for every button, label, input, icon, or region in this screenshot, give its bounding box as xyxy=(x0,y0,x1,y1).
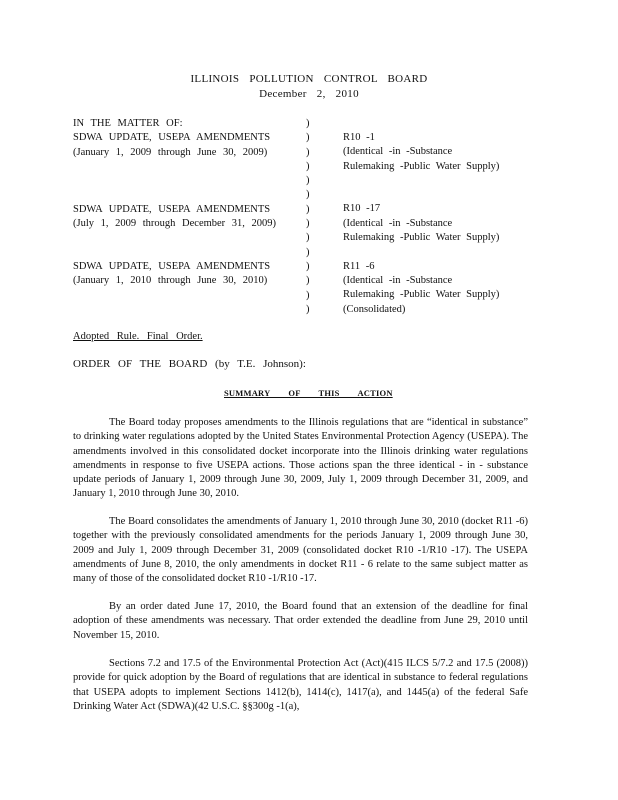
docket-1-desc2: Rulemaking -Public Water Supply) xyxy=(343,160,500,172)
docket-3-period: (January 1, 2010 through June 30, 2010) xyxy=(73,275,268,287)
paren: ) xyxy=(306,260,310,272)
docket-2-period: (July 1, 2009 through December 31, 2009) xyxy=(73,218,277,230)
paren: ) xyxy=(306,175,310,187)
order-of-board: ORDER OF THE BOARD (by T.E. Johnson): xyxy=(73,358,306,370)
paragraph: The Board consolidates the amendments of January 1, 2010 through June 30, 2010 (docket R11 -6) together with the previously consolidated amendments for the periods January 1, 2009 through June 30, 2009 and July 1, 2009 through December 31, 2009 (consolidated docket R10 -1/R10 -17). The USEPA amendments of June 8, 2010, the only amendments in docket R11 - 6 relate to the same subject matter as many of those of the consolidated docket R10 -1/R10 -17. xyxy=(73,516,528,585)
paragraph: Sections 7.2 and 17.5 of the Environmental Protection Act (Act)(415 ILCS 5/7.2 and 17.5 (2008)) provide for quick adoption by the Board of regulations that are identical in substance to federal regulations that USEPA adopts to implement Sections 1412(b), 1414(c), 1417(a), and 1445(a) of the federal Safe Drinking Water Act (SDWA)(42 U.S.C. §§300g -1(a), xyxy=(73,658,528,712)
board-name: ILLINOIS POLLUTION CONTROL BOARD xyxy=(190,73,428,85)
docket-1-title: SDWA UPDATE, USEPA AMENDMENTS xyxy=(73,132,271,144)
paragraph: The Board today proposes amendments to the Illinois regulations that are “identical in substance” to drinking water regulations adopted by the United States Environmental Protection Agency (USEPA). The amendments involved in this consolidated docket incorporate into the Illinois drinking water regulations amendments in response to five USEPA actions. Those actions span the three identical - in - substance update periods of January 1, 2009 through June 30, 2009, July 1, 2009 through December 31, 2009, and January 1, 2010 through June 30, 2010. xyxy=(73,417,528,500)
caption-right xyxy=(343,131,563,317)
order-date: December 2, 2010 xyxy=(259,88,359,100)
paragraph: By an order dated June 17, 2010, the Board found that an extension of the deadline for final adoption of these amendments was necessary. That order extended the deadline from June 29, 2010 until November 15, 2010. xyxy=(73,601,528,641)
caption-parens xyxy=(306,117,318,317)
in-the-matter: IN THE MATTER OF: xyxy=(73,118,183,129)
docket-3-desc2: Rulemaking -Public Water Supply) xyxy=(343,289,500,301)
adopted-rule-suffix: . xyxy=(199,331,203,342)
paren: ) xyxy=(306,289,310,301)
paren: ) xyxy=(306,189,310,201)
docket-2-desc1: (Identical -in -Substance xyxy=(343,217,453,229)
docket-3-desc1: (Identical -in -Substance xyxy=(343,274,453,286)
adopted-rule-label: Adopted Rule. Final Order xyxy=(73,331,200,342)
docket-1-period: (January 1, 2009 through June 30, 2009) xyxy=(73,146,268,158)
paren: ) xyxy=(306,218,310,230)
docket-2-number: R10 -17 xyxy=(343,203,381,215)
docket-3-desc3: (Consolidated) xyxy=(343,303,406,315)
caption-left xyxy=(73,117,313,289)
docket-3-number: R11 -6 xyxy=(343,260,375,272)
paren: ) xyxy=(306,160,310,172)
paren: ) xyxy=(306,146,310,158)
docket-1-number: R10 -1 xyxy=(343,132,375,143)
paren: ) xyxy=(306,203,310,215)
docket-2-title: SDWA UPDATE, USEPA AMENDMENTS xyxy=(73,203,271,215)
paren: ) xyxy=(306,232,310,244)
paren: ) xyxy=(306,303,310,315)
paren: ) xyxy=(306,132,310,144)
summary-heading: SUMMARY OF THIS ACTION xyxy=(224,388,393,398)
docket-1-desc1: (Identical -in -Substance xyxy=(343,146,453,158)
paren: ) xyxy=(306,275,310,287)
paren: ) xyxy=(306,118,310,129)
adopted-rule-line xyxy=(73,331,203,342)
docket-3-title: SDWA UPDATE, USEPA AMENDMENTS xyxy=(73,260,271,272)
paren: ) xyxy=(306,246,310,258)
docket-2-desc2: Rulemaking -Public Water Supply) xyxy=(343,232,500,244)
